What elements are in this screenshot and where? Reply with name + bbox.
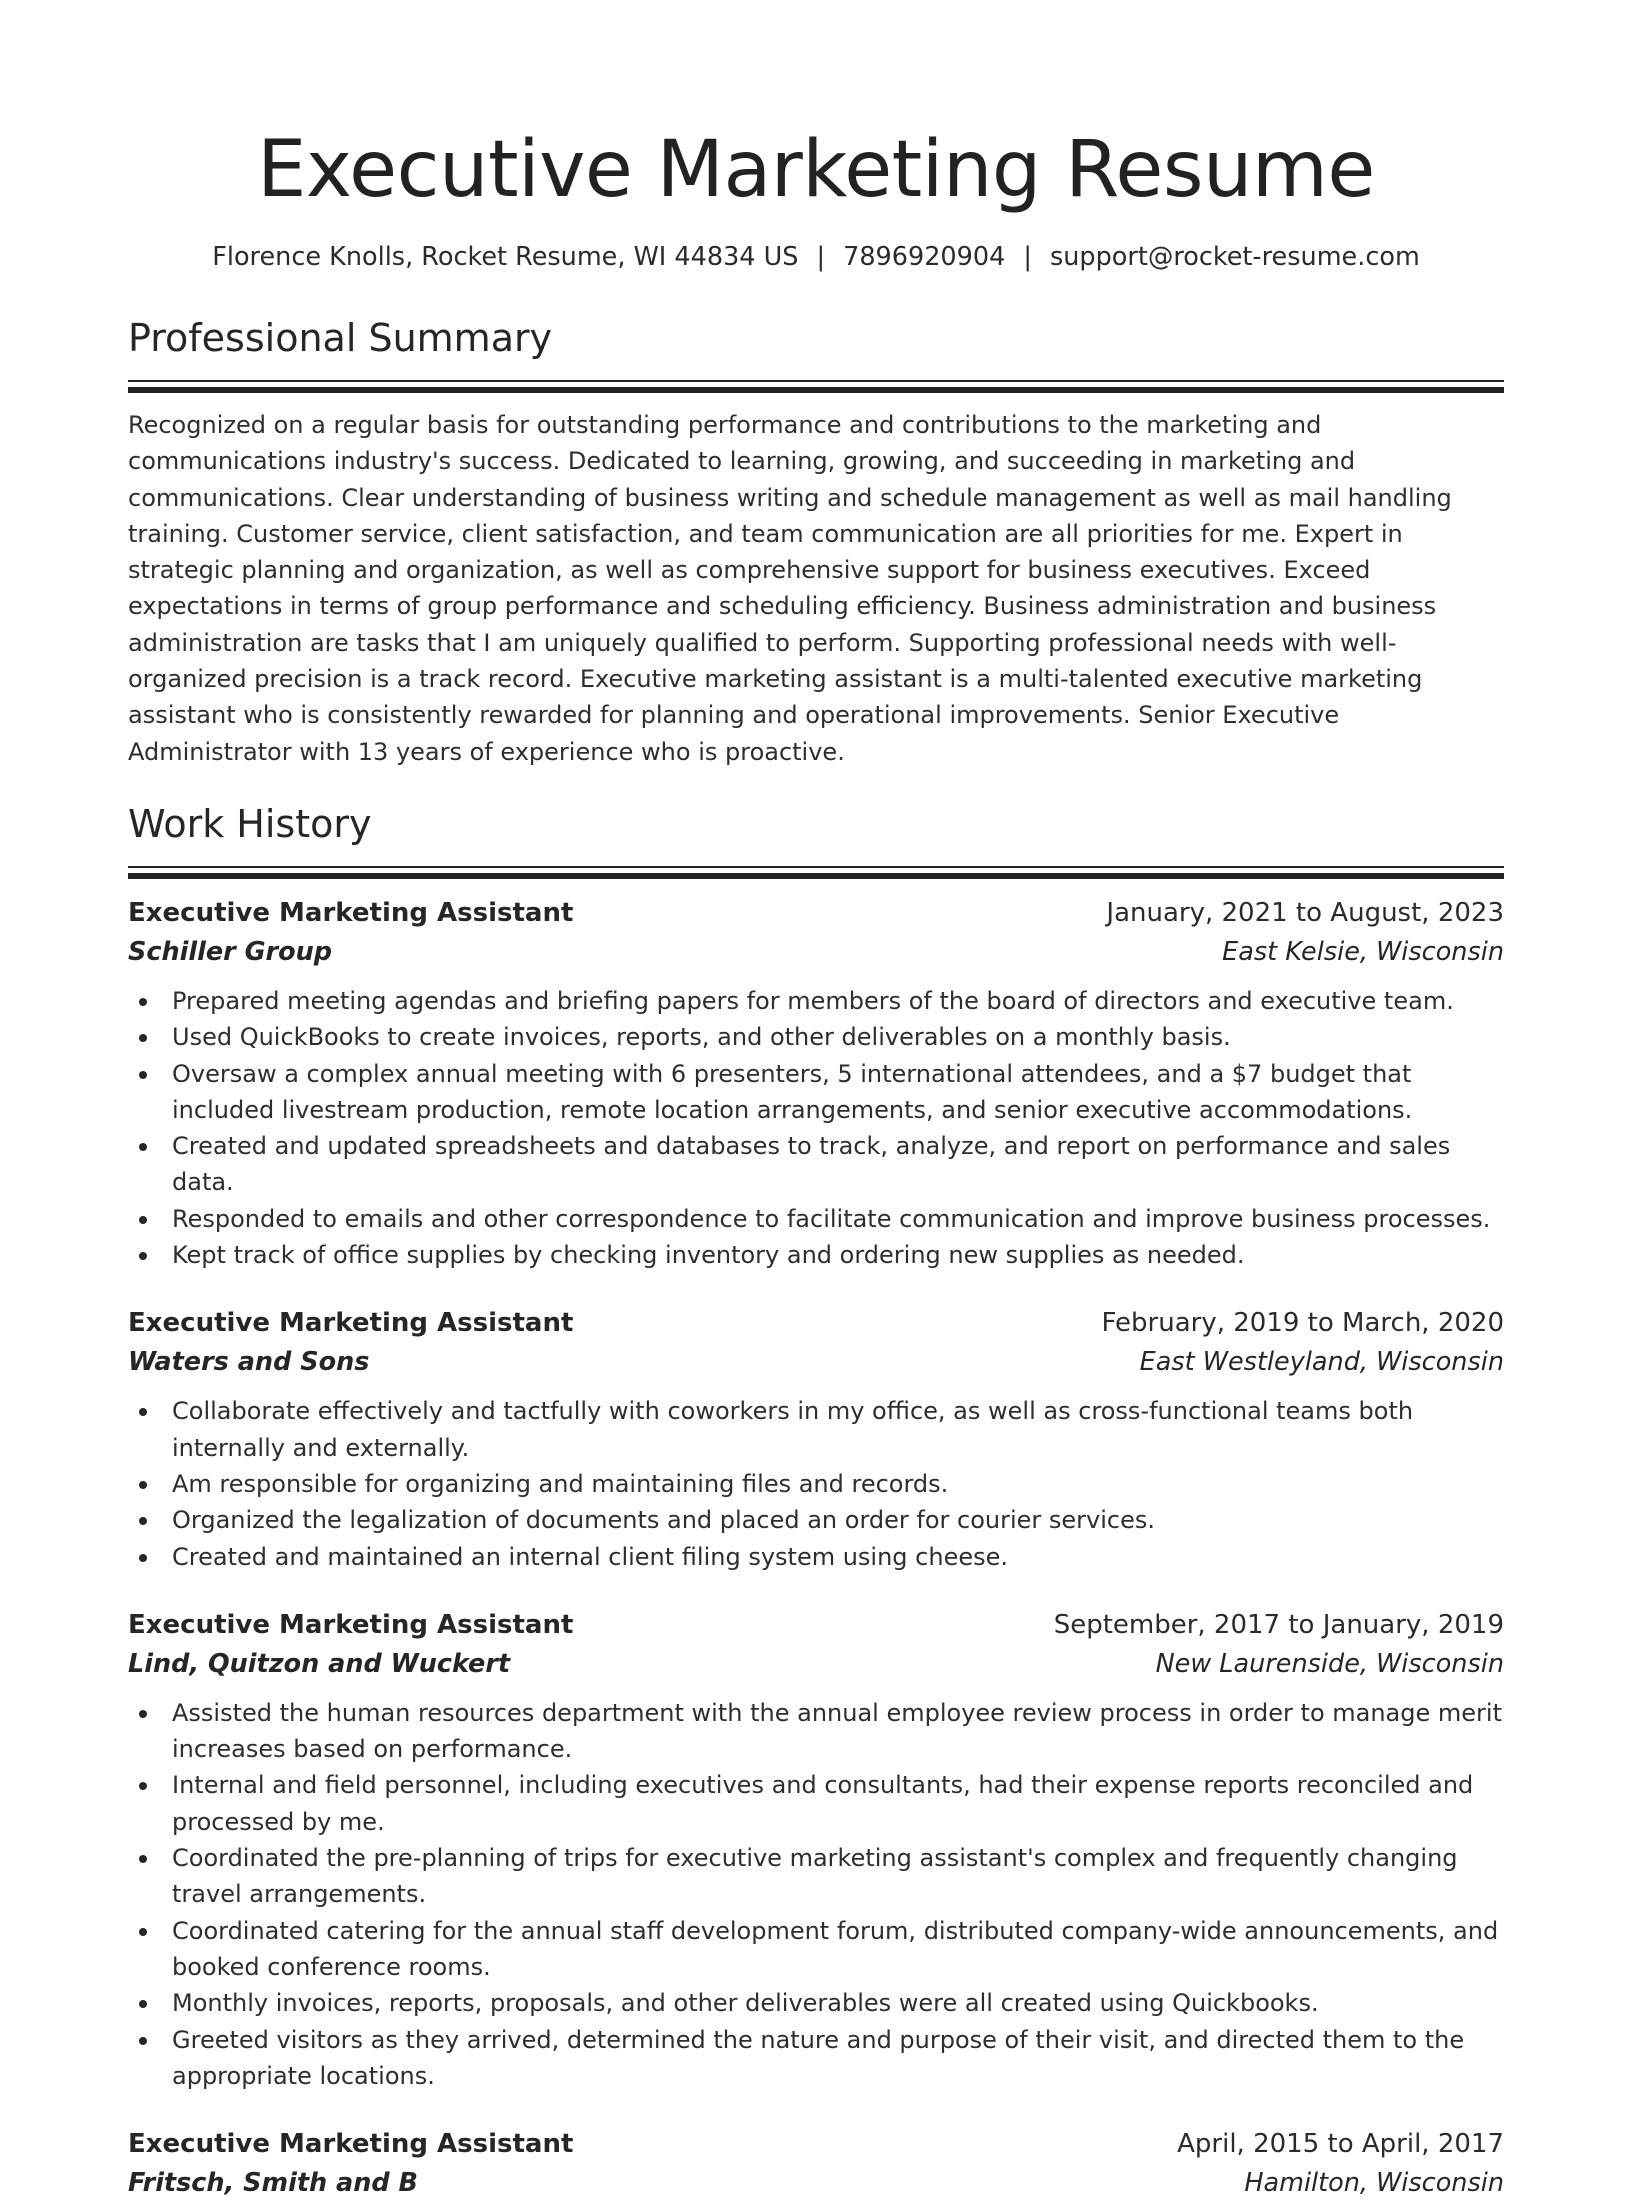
job-dates: January, 2021 to August, 2023 bbox=[1106, 897, 1504, 928]
job-location: East Kelsie, Wisconsin bbox=[1222, 936, 1504, 967]
job-dates: February, 2019 to March, 2020 bbox=[1101, 1308, 1504, 1339]
job-title: Executive Marketing Assistant bbox=[128, 1308, 574, 1339]
job-title: Executive Marketing Assistant bbox=[128, 2129, 574, 2160]
work-history-section bbox=[128, 800, 1504, 2202]
job-title: Executive Marketing Assistant bbox=[128, 897, 574, 928]
job-bullets bbox=[128, 1393, 1504, 1574]
job-bullet: Coordinated catering for the annual staff development forum, distributed company-wide announcements, and booked conference rooms. bbox=[172, 1913, 1504, 1986]
job-bullet: Responded to emails and other correspondence to facilitate communication and improve business processes. bbox=[172, 1201, 1504, 1237]
section-heading-work-history: Work History bbox=[128, 801, 372, 846]
contact-separator: | bbox=[1023, 242, 1032, 272]
job-company: Waters and Sons bbox=[128, 1347, 370, 1378]
job-bullet: Coordinated the pre-planning of trips for executive marketing assistant's complex and frequently changing travel arrangements. bbox=[172, 1840, 1504, 1913]
job-bullet: Created and updated spreadsheets and databases to track, analyze, and report on performance and sales data. bbox=[172, 1128, 1504, 1201]
job-company: Lind, Quitzon and Wuckert bbox=[128, 1648, 511, 1679]
summary-section bbox=[128, 314, 1504, 770]
job-entry bbox=[128, 893, 1504, 1273]
job-bullet: Prepared meeting agendas and briefing papers for members of the board of directors and executive team. bbox=[172, 983, 1504, 1019]
summary-text: Recognized on a regular basis for outstanding performance and contributions to the marketing and communications industry's success. Dedicated to learning, growing, and succeeding in marketing and communications. Clear understanding of business writing and schedule management as well as mail handling training. Customer service, client satisfaction, and team communication are all priorities for me. Expert in strategic planning and organization, as well as comprehensive support for business executives. Exceed expectations in terms of group performance and scheduling efficiency. Business administration and business administration are tasks that I am uniquely qualified to perform. Supporting professional needs with well-organized precision is a track record. Executive marketing assistant is a multi-talented executive marketing assistant who is consistently rewarded for planning and operational improvements. Senior Executive Administrator with 13 years of experience who is proactive. bbox=[128, 411, 1452, 766]
job-bullet: Am responsible for organizing and maintaining files and records. bbox=[172, 1466, 1504, 1502]
job-bullets bbox=[128, 983, 1504, 1273]
job-dates: September, 2017 to January, 2019 bbox=[1053, 1609, 1504, 1640]
job-bullet: Used QuickBooks to create invoices, reports, and other deliverables on a monthly basis. bbox=[172, 1019, 1504, 1055]
job-location: Hamilton, Wisconsin bbox=[1244, 2168, 1504, 2199]
job-dates: April, 2015 to April, 2017 bbox=[1177, 2129, 1504, 2160]
job-bullet: Kept track of office supplies by checking inventory and ordering new supplies as needed. bbox=[172, 1237, 1504, 1273]
job-entry bbox=[128, 1605, 1504, 2094]
contact-line bbox=[128, 240, 1504, 274]
contact-separator: | bbox=[816, 242, 826, 272]
section-rule bbox=[128, 866, 1504, 868]
resume-page bbox=[128, 0, 1504, 2202]
resume-title: Executive Marketing Resume bbox=[257, 125, 1375, 215]
job-entry bbox=[128, 1303, 1504, 1574]
job-bullets bbox=[128, 1695, 1504, 2094]
contact-address: Florence Knolls, Rocket Resume, WI 44834 US bbox=[212, 242, 799, 272]
job-bullet: Oversaw a complex annual meeting with 6 presenters, 5 international attendees, and a $7 budget that included livestream production, remote location arrangements, and senior executive accommodations. bbox=[172, 1056, 1504, 1129]
job-bullet: Organized the legalization of documents and placed an order for courier services. bbox=[172, 1502, 1504, 1538]
job-title: Executive Marketing Assistant bbox=[128, 1609, 574, 1640]
job-bullet: Internal and field personnel, including executives and consultants, had their expense reports reconciled and processed by me. bbox=[172, 1767, 1504, 1840]
section-rule bbox=[128, 873, 1504, 879]
contact-phone: 7896920904 bbox=[843, 242, 1006, 272]
contact-email: support@rocket-resume.com bbox=[1049, 242, 1420, 272]
job-company: Fritsch, Smith and B bbox=[128, 2168, 418, 2199]
job-location: New Laurenside, Wisconsin bbox=[1155, 1648, 1504, 1679]
job-bullet: Collaborate effectively and tactfully with coworkers in my office, as well as cross-functional teams both internally and externally. bbox=[172, 1393, 1504, 1466]
job-bullet: Monthly invoices, reports, proposals, and other deliverables were all created using Quickbooks. bbox=[172, 1985, 1504, 2021]
section-rule bbox=[128, 387, 1504, 393]
job-bullet: Assisted the human resources department with the annual employee review process in order to manage merit increases based on performance. bbox=[172, 1695, 1504, 1768]
job-company: Schiller Group bbox=[128, 936, 333, 967]
section-heading-summary: Professional Summary bbox=[128, 316, 553, 360]
job-bullet: Created and maintained an internal client filing system using cheese. bbox=[172, 1539, 1504, 1575]
job-bullet: Greeted visitors as they arrived, determined the nature and purpose of their visit, and directed them to the appropriate locations. bbox=[172, 2022, 1504, 2095]
section-rule bbox=[128, 380, 1504, 382]
job-location: East Westleyland, Wisconsin bbox=[1139, 1347, 1504, 1378]
job-entry bbox=[128, 2124, 1504, 2202]
